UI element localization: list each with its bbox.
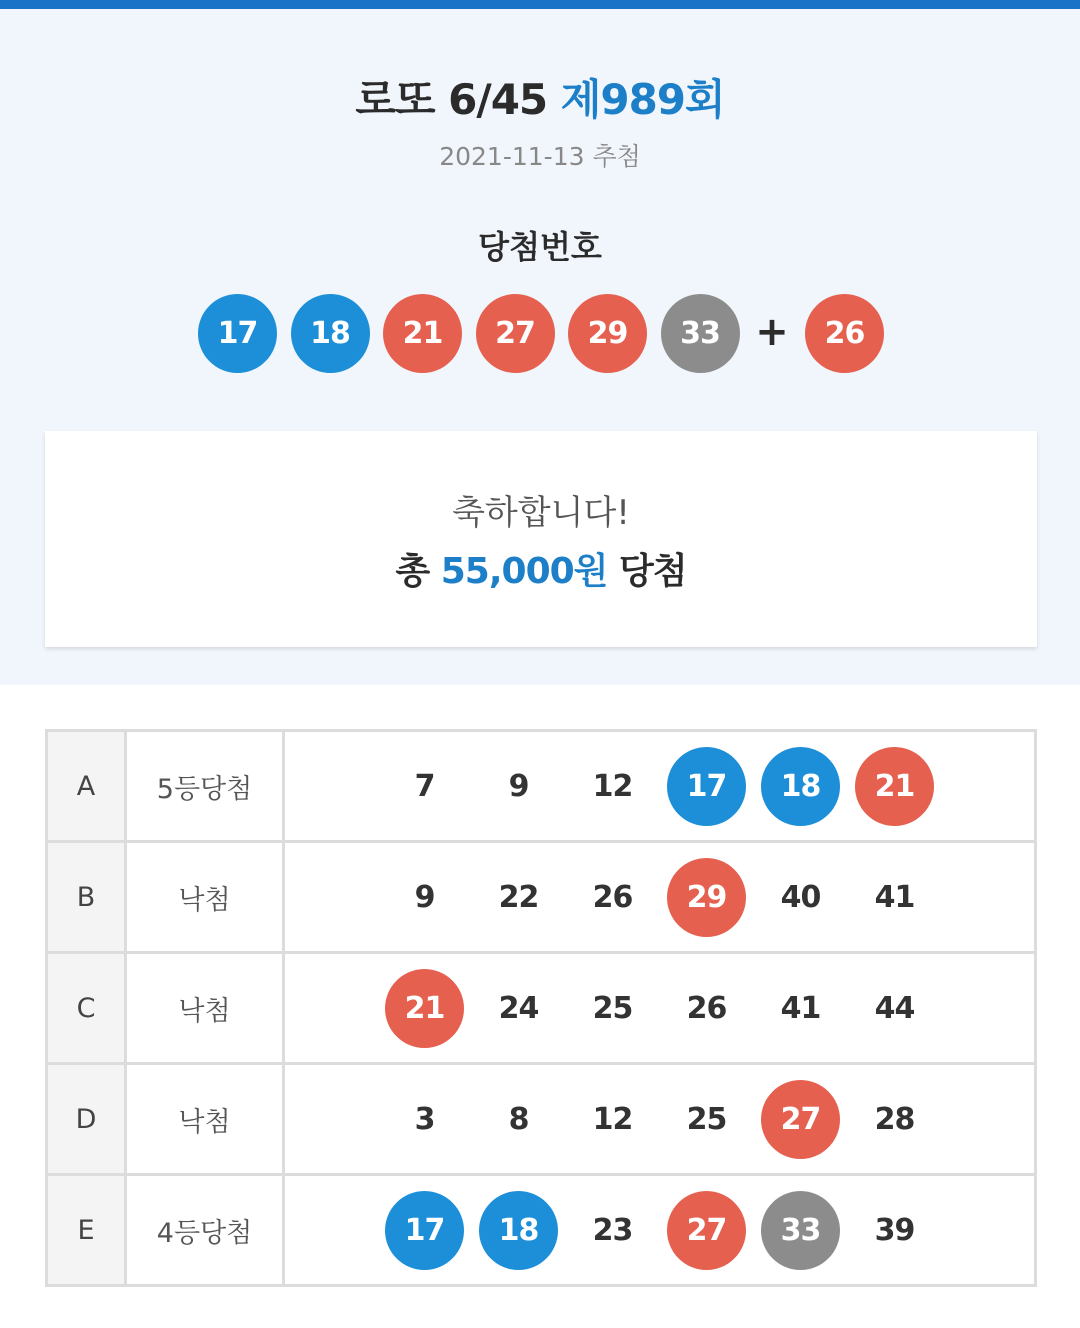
game-number: 25	[592, 991, 633, 1026]
game-numbers	[284, 842, 1036, 953]
draw-date: 2021-11-13 추첨	[439, 142, 641, 171]
matched-number-ball: 18	[479, 1191, 558, 1270]
games-table	[45, 729, 1037, 1287]
game-number: 24	[498, 991, 539, 1026]
game-label: C	[47, 953, 126, 1064]
game-number: 8	[508, 1102, 529, 1137]
game-result: 낙첨	[126, 953, 284, 1064]
game-label: D	[47, 1064, 126, 1175]
game-number: 12	[592, 1102, 633, 1137]
game-number: 7	[414, 769, 435, 804]
game-numbers	[284, 1064, 1036, 1175]
matched-number-ball: 33	[761, 1191, 840, 1270]
total-prize	[45, 543, 1037, 594]
matched-number-ball: 17	[667, 747, 746, 826]
matched-number-ball: 21	[385, 969, 464, 1048]
game-result: 5등당첨	[126, 731, 284, 842]
game-number: 26	[592, 880, 633, 915]
game-row	[47, 731, 1036, 842]
game-number: 40	[780, 880, 821, 915]
game-row	[47, 1175, 1036, 1286]
matched-number-ball: 27	[667, 1191, 746, 1270]
game-number: 9	[414, 880, 435, 915]
game-label: B	[47, 842, 126, 953]
total-suffix: 당첨	[619, 551, 687, 592]
game-numbers	[284, 953, 1036, 1064]
game-number: 3	[414, 1102, 435, 1137]
page-title	[0, 67, 1080, 127]
top-accent-bar	[0, 0, 1080, 9]
winning-numbers-label: 당첨번호	[478, 228, 602, 266]
result-card	[45, 431, 1037, 647]
game-number: 39	[874, 1213, 915, 1248]
congrats-message: 축하합니다!	[452, 493, 630, 533]
game-result: 4등당첨	[126, 1175, 284, 1286]
game-result: 낙첨	[126, 1064, 284, 1175]
game-number: 41	[780, 991, 821, 1026]
game-number: 25	[686, 1102, 727, 1137]
game-numbers	[284, 731, 1036, 842]
game-label: A	[47, 731, 126, 842]
winning-ball: 21	[383, 294, 462, 373]
draw-summary	[0, 9, 1080, 685]
game-row	[47, 1064, 1036, 1175]
game-number: 22	[498, 880, 539, 915]
matched-number-ball: 17	[385, 1191, 464, 1270]
game-number: 44	[874, 991, 915, 1026]
game-result: 낙첨	[126, 842, 284, 953]
total-prefix: 총	[395, 551, 430, 592]
plus-sign: +	[755, 309, 789, 355]
prize-amount: 55,000원	[440, 551, 608, 592]
matched-number-ball: 27	[761, 1080, 840, 1159]
bonus-ball: 26	[805, 294, 884, 373]
game-row	[47, 842, 1036, 953]
game-number: 26	[686, 991, 727, 1026]
game-row	[47, 953, 1036, 1064]
winning-ball: 18	[291, 294, 370, 373]
game-numbers	[284, 1175, 1036, 1286]
game-number: 12	[592, 769, 633, 804]
matched-number-ball: 29	[667, 858, 746, 937]
winning-ball: 33	[661, 294, 740, 373]
winning-ball: 27	[476, 294, 555, 373]
matched-number-ball: 21	[855, 747, 934, 826]
game-number: 9	[508, 769, 529, 804]
winning-ball: 29	[568, 294, 647, 373]
lottery-name: 로또 6/45	[355, 75, 548, 124]
game-number: 23	[592, 1213, 633, 1248]
winning-numbers	[198, 294, 898, 374]
game-label: E	[47, 1175, 126, 1286]
game-number: 41	[874, 880, 915, 915]
matched-number-ball: 18	[761, 747, 840, 826]
winning-ball: 17	[198, 294, 277, 373]
round-number: 제989회	[560, 75, 725, 124]
game-number: 28	[874, 1102, 915, 1137]
